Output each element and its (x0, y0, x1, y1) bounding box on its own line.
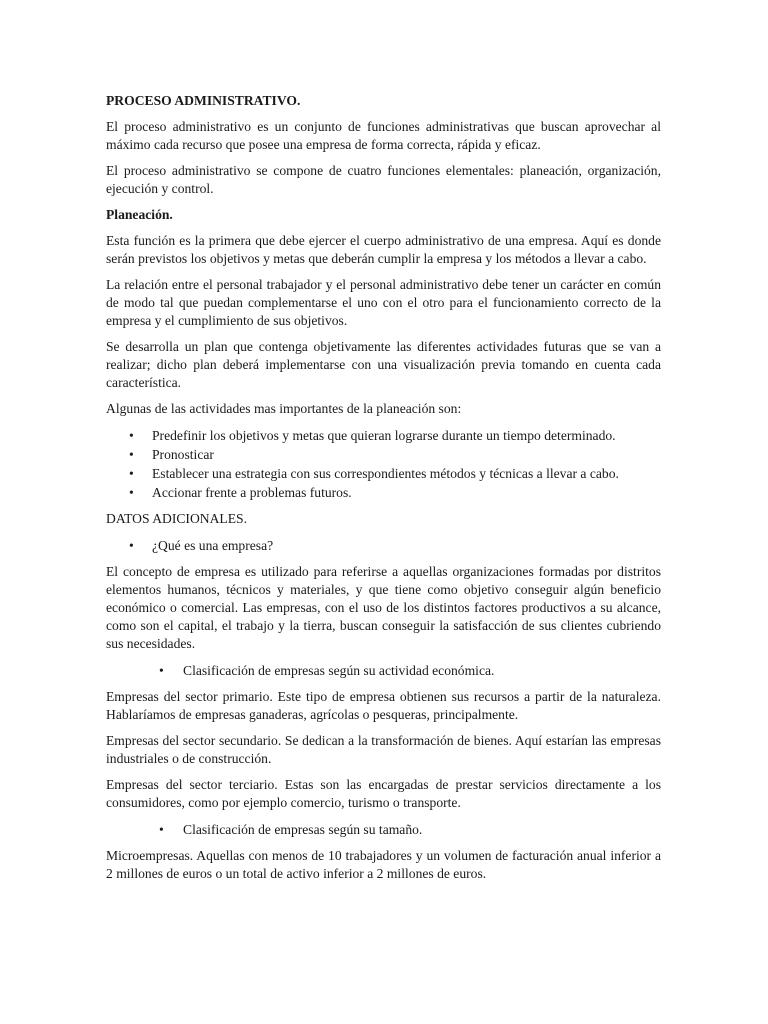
list-item-text: Clasificación de empresas según su actividad económica. (183, 663, 495, 678)
bullet-icon: • (129, 466, 134, 481)
list-item-text: Establecer una estrategia con sus correspondientes métodos y técnicas a llevar a cabo. (152, 466, 619, 481)
body-paragraph: Empresas del sector primario. Este tipo de empresa obtienen sus recursos a partir de la naturaleza. Hablaríamos de empresas ganaderas, agrícolas o pesqueras, principalmente. (106, 689, 661, 722)
body-paragraph: Esta función es la primera que debe ejercer el cuerpo administrativo de una empresa. Aquí es donde serán previstos los objetivos y metas que deberán cumplir la empresa y los métodos a llevar a cabo. (106, 233, 661, 266)
bullet-icon: • (129, 485, 134, 500)
section-heading-planeacion: Planeación. (106, 207, 173, 222)
bullet-icon: • (129, 428, 134, 443)
list-item (106, 464, 661, 483)
list-item-text: Predefinir los objetivos y metas que quieran lograrse durante un tiempo determinado. (152, 428, 616, 443)
document-title: PROCESO ADMINISTRATIVO. (106, 93, 301, 108)
list-item (106, 536, 661, 555)
question-list (106, 536, 661, 555)
list-item-text: Accionar frente a problemas futuros. (152, 485, 352, 500)
classification-list (106, 661, 661, 680)
body-paragraph: Empresas del sector terciario. Estas son las encargadas de prestar servicios directamente a los consumidores, como por ejemplo comercio, turismo o transporte. (106, 777, 661, 810)
bullet-icon: • (129, 538, 134, 553)
list-item (106, 820, 661, 839)
body-paragraph: Algunas de las actividades mas importantes de la planeación son: (106, 401, 462, 416)
list-item (106, 426, 661, 445)
bullet-icon: • (129, 447, 134, 462)
activities-list (106, 426, 661, 502)
list-item (106, 445, 661, 464)
intro-paragraph: El proceso administrativo es un conjunto de funciones administrativas que buscan aprovechar al máximo cada recurso que posee una empresa de forma correcta, rápida y eficaz. (106, 119, 661, 152)
list-item-text: Pronosticar (152, 447, 214, 462)
list-item (106, 661, 661, 680)
body-paragraph: El concepto de empresa es utilizado para referirse a aquellas organizaciones formadas por distritos elementos humanos, técnicos y materiales, y que tiene como objetivo conseguir algún beneficio económico o comercial. Las empresas, con el uso de los distintos factores productivos a su alcance, como son el capital, el trabajo y la tierra, buscan conseguir la satisfacción de sus clientes cubriendo sus necesidades. (106, 564, 661, 651)
intro-paragraph: El proceso administrativo se compone de cuatro funciones elementales: planeación, organización, ejecución y control. (106, 163, 661, 196)
body-paragraph: Se desarrolla un plan que contenga objetivamente las diferentes actividades futuras que se van a realizar; dicho plan deberá implementarse con una visualización previa tomando en cuenta cada característica. (106, 339, 661, 390)
list-item (106, 483, 661, 502)
bullet-icon: • (159, 663, 164, 678)
list-item-text: Clasificación de empresas según su tamaño. (183, 822, 423, 837)
body-paragraph: Microempresas. Aquellas con menos de 10 trabajadores y un volumen de facturación anual inferior a 2 millones de euros o un total de activo inferior a 2 millones de euros. (106, 848, 661, 881)
bullet-icon: • (159, 822, 164, 837)
list-item-text: ¿Qué es una empresa? (152, 538, 274, 553)
document-page (106, 92, 661, 891)
classification-list (106, 820, 661, 839)
body-paragraph: Empresas del sector secundario. Se dedican a la transformación de bienes. Aquí estarían las empresas industriales o de construcción. (106, 733, 661, 766)
section-heading-datos: DATOS ADICIONALES. (106, 511, 247, 526)
body-paragraph: La relación entre el personal trabajador y el personal administrativo debe tener un carácter en común de modo tal que puedan complementarse el uno con el otro para el funcionamiento correcto de la empresa y el cumplimiento de sus objetivos. (106, 277, 661, 328)
